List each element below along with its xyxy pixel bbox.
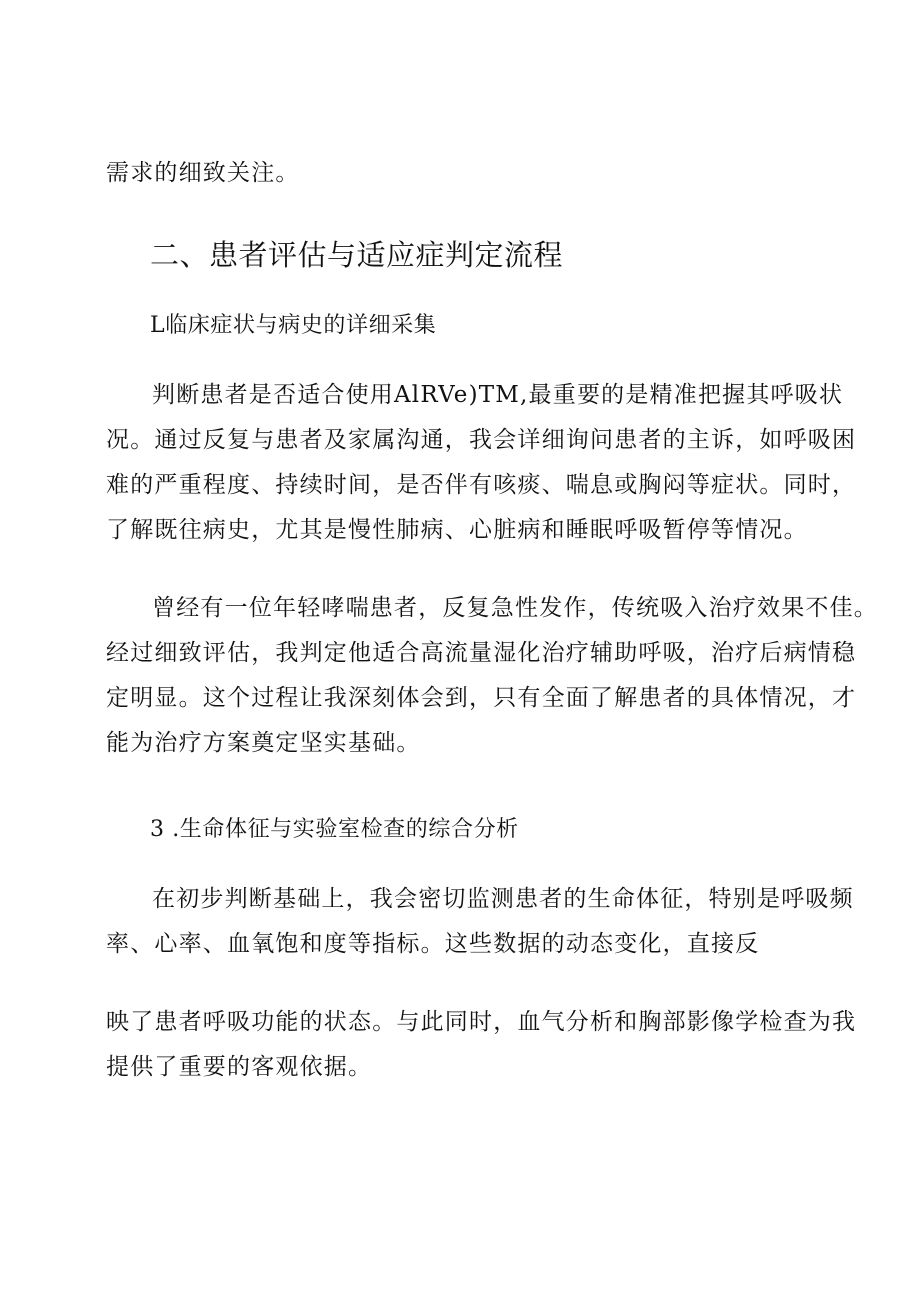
paragraph-line: 曾经有一位年轻哮喘患者，反复急性发作，传统吸入治疗效果不佳。	[152, 595, 878, 621]
paragraph-line: 况。通过反复与患者及家属沟通，我会详细询问患者的主诉，如呼吸困	[106, 427, 857, 453]
section-heading: 二、患者评估与适应症判定流程	[150, 238, 564, 272]
paragraph-line: 在初步判断基础上，我会密切监测患者的生命体征，特别是呼吸频	[152, 886, 854, 912]
subheading-clinical-history: L临床症状与病史的详细采集	[150, 313, 437, 338]
intro-tail-text: 需求的细致关注。	[106, 160, 300, 186]
paragraph-line: 难的严重程度、持续时间，是否伴有咳痰、喘息或胸闷等症状。同时，	[106, 472, 857, 498]
subheading-vitals-lab: 3 .生命体征与实验室检查的综合分析	[150, 817, 519, 842]
paragraph-line: 了解既往病史，尤其是慢性肺病、心脏病和睡眠呼吸暂停等情况。	[106, 517, 808, 543]
paragraph-line: 判断患者是否适合使用AlRVe)TM,最重要的是精准把握其呼吸状	[152, 382, 844, 408]
paragraph-line: 定明显。这个过程让我深刻体会到，只有全面了解患者的具体情况，才	[106, 685, 857, 711]
paragraph-line: 提供了重要的客观依据。	[106, 1054, 373, 1080]
paragraph-line: 率、心率、血氧饱和度等指标。这些数据的动态变化，直接反	[106, 931, 760, 957]
paragraph-line: 映了患者呼吸功能的状态。与此同时，血气分析和胸部影像学检查为我	[106, 1009, 857, 1035]
paragraph-line: 经过细致评估，我判定他适合高流量湿化治疗辅助呼吸，治疗后病情稳	[106, 640, 857, 666]
paragraph-line: 能为治疗方案奠定坚实基础。	[106, 730, 421, 756]
